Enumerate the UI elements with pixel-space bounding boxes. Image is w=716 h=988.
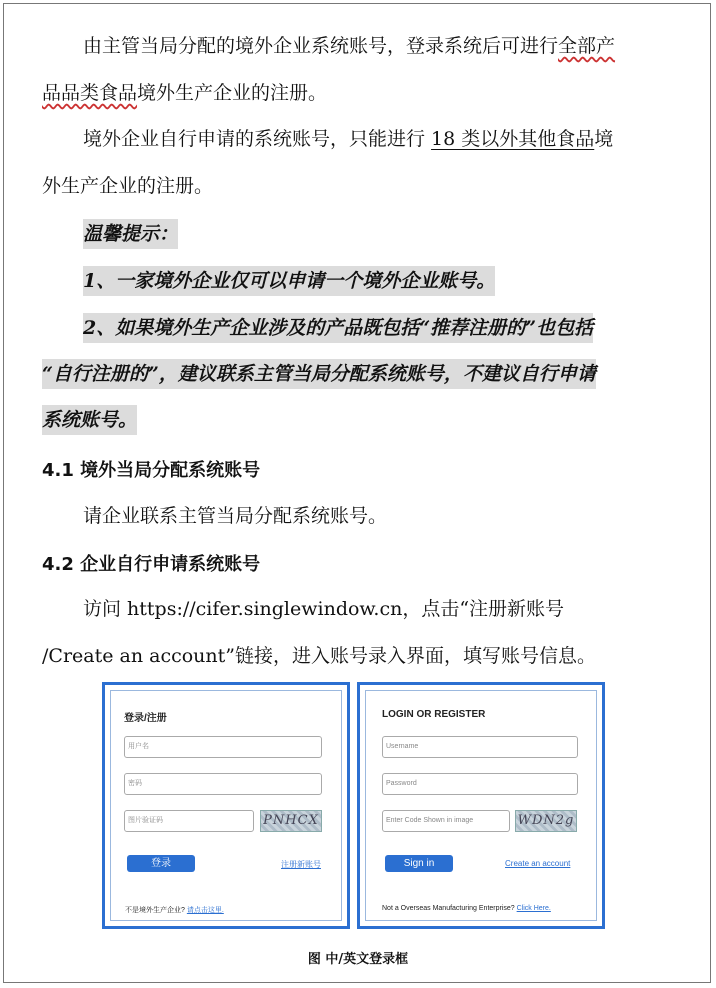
tip-2-line-3: 系统账号。	[42, 405, 137, 435]
tip-1: 1、一家境外企业仅可以申请一个境外企业账号。	[83, 266, 495, 296]
section-4-2-line-2: /Create an account”链接，进入账号录入界面，填写账号信息。	[42, 645, 596, 667]
p2-text: 境外企业自行申请的系统账号，只能进行	[83, 128, 432, 150]
tip-2-line-2: “自行注册的”，建议联系主管当局分配系统账号，不建议自行申请	[42, 359, 596, 389]
p1-text-2: 境外生产企业的注册。	[137, 82, 328, 104]
paragraph-1-line-1	[83, 32, 615, 60]
p1-text: 由主管当局分配的境外企业系统账号，登录系统后可进行	[83, 35, 559, 57]
paragraph-1-line-2	[42, 79, 327, 107]
p2-text-end: 境	[594, 128, 614, 150]
captcha-image[interactable]: WDN2g	[515, 810, 577, 832]
p2-underlined-text: 18 类以外其他食品	[431, 128, 595, 150]
sign-in-button[interactable]: Sign in	[385, 855, 453, 872]
captcha-input[interactable]: Enter Code Shown in image	[382, 810, 510, 832]
paragraph-2-line-1	[83, 125, 613, 153]
footer-link[interactable]: Click Here.	[516, 905, 551, 912]
section-4-2-line-1: 访问 https://cifer.singlewindow.cn，点击“注册新账号	[83, 598, 565, 620]
paragraph-2-line-2: 外生产企业的注册。	[42, 175, 214, 197]
panel-inner-border	[365, 690, 597, 921]
figure-caption: 图 中/英文登录框	[307, 952, 409, 967]
section-4-1-text: 请企业联系主管当局分配系统账号。	[83, 505, 388, 527]
footer-link[interactable]: 请点击这里.	[186, 907, 224, 914]
username-input[interactable]: Username	[382, 736, 578, 758]
login-title: 登录/注册	[124, 713, 167, 724]
tips-title: 温馨提示：	[83, 219, 178, 249]
captcha-image[interactable]: PNHCX	[260, 810, 322, 832]
footer-text: Not a Overseas Manufacturing Enterprise?	[382, 905, 517, 912]
section-4-2-heading: 4.2 企业自行申请系统账号	[42, 554, 261, 575]
login-footer	[125, 905, 224, 915]
p1-underlined-text: 全部产	[558, 35, 616, 57]
register-link[interactable]: 注册新账号	[281, 860, 321, 869]
login-panel-english	[357, 682, 605, 929]
panel-inner-border	[110, 690, 342, 921]
create-account-link[interactable]: Create an account	[505, 859, 571, 868]
captcha-input[interactable]: 图片验证码	[124, 810, 254, 832]
login-title: LOGIN OR REGISTER	[382, 709, 486, 720]
password-input[interactable]: Password	[382, 773, 578, 795]
p1-underlined-text-2: 品品类食品	[42, 82, 138, 104]
login-footer	[382, 905, 551, 912]
login-button[interactable]: 登录	[127, 855, 195, 872]
tip-2-line-1: 2、如果境外生产企业涉及的产品既包括“推荐注册的”也包括	[83, 313, 593, 343]
username-input[interactable]: 用户名	[124, 736, 322, 758]
password-input[interactable]: 密码	[124, 773, 322, 795]
section-4-1-heading: 4.1 境外当局分配系统账号	[42, 460, 261, 481]
login-panel-chinese	[102, 682, 350, 929]
footer-text: 不是境外生产企业?	[125, 907, 187, 914]
